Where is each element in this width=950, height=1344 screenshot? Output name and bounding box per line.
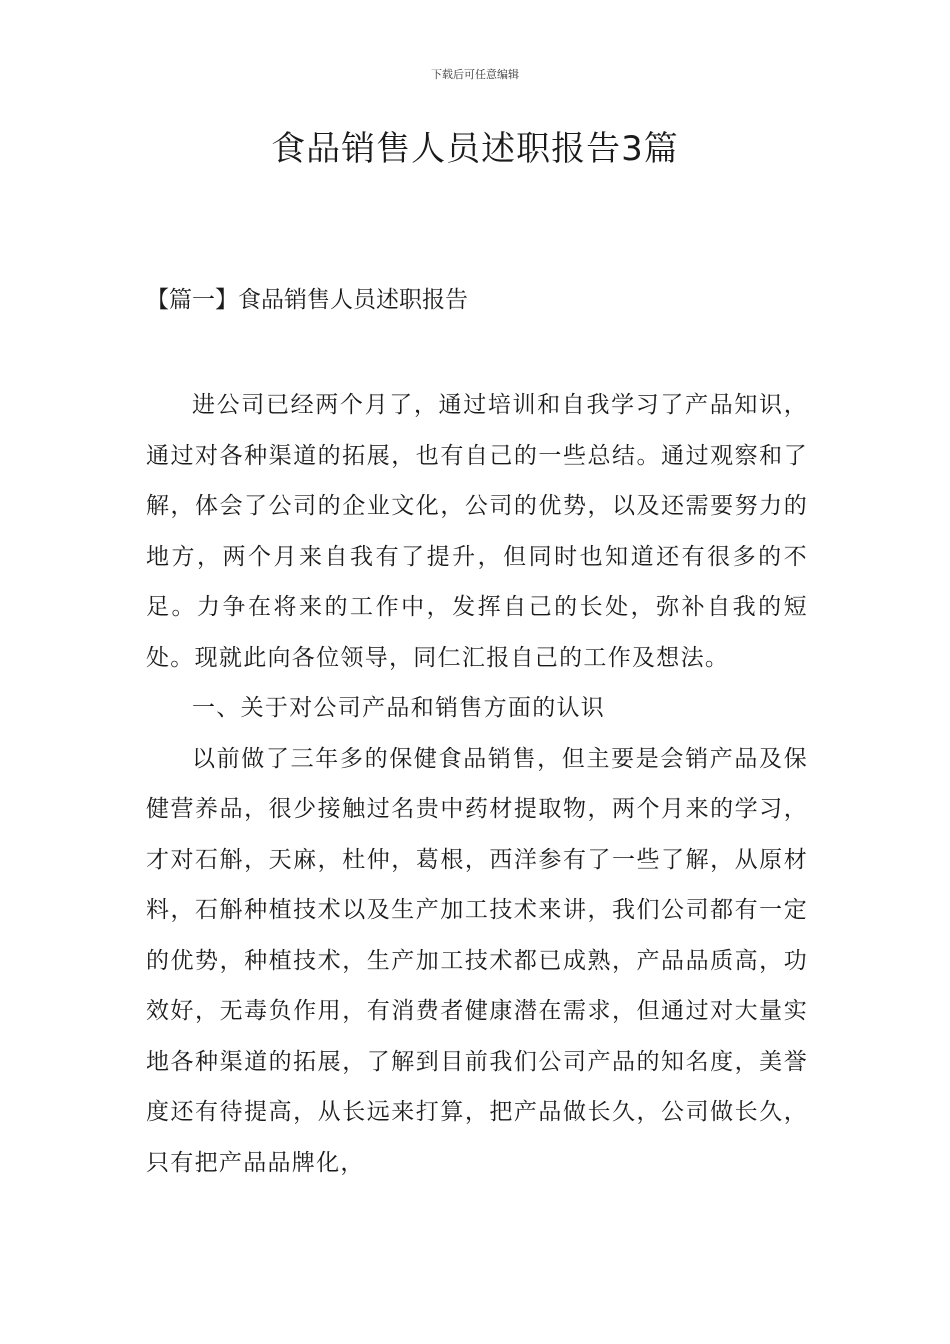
document-body [146, 380, 808, 1188]
paragraph-subheading: 一、关于对公司产品和销售方面的认识 [192, 695, 606, 721]
paragraph-product-knowledge: 以前做了三年多的保健食品销售，但主要是会销产品及保健营养品，很少接触过名贵中药材提取物，两个月来的学习，才对石斛，天麻，杜仲，葛根，西洋参有了一些了解，从原材料，石斛种植技术以及生产加工技术来讲，我们公司都有一定的优势，种植技术，生产加工技术都已成熟，产品品质高，功效好，无毒负作用，有消费者健康潜在需求，但通过对大量实地各种渠道的拓展，了解到目前我们公司产品的知名度，美誉度还有待提高，从长远来打算，把产品做长久，公司做长久，只有把产品品牌化， [146, 745, 808, 1176]
document-title: 食品销售人员述职报告3篇 [271, 129, 679, 169]
header-note: 下载后可任意编辑 [431, 68, 519, 81]
paragraph-intro: 进公司已经两个月了，通过培训和自我学习了产品知识，通过对各种渠道的拓展，也有自己的一些总结。通过观察和了解，体会了公司的企业文化，公司的优势，以及还需要努力的地方，两个月来自我有了提升，但同时也知道还有很多的不足。力争在将来的工作中，发挥自己的长处，弥补自我的短处。现就此向各位领导，同仁汇报自己的工作及想法。 [146, 392, 808, 671]
section-heading: 【篇一】食品销售人员述职报告 [146, 287, 468, 313]
